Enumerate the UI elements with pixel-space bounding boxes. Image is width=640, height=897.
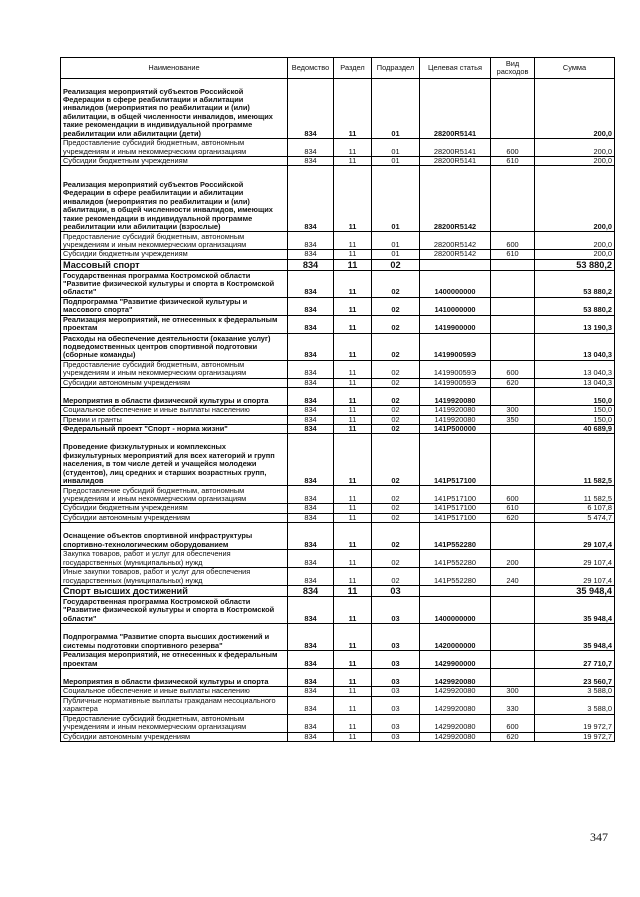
cell-summa: 150,0: [535, 388, 615, 406]
cell-summa: 29 107,4: [535, 523, 615, 550]
cell-summa: 13 040,3: [535, 333, 615, 360]
cell-name: Проведение физкультурных и комплексных физкультурных мероприятий для всех категорий и групп населения, в том числе детей и учащейся молодежи (студентов), лиц средних и старших возрастных групп, инвалидов: [61, 434, 288, 486]
cell-razdel: 11: [334, 360, 372, 378]
cell-summa: 200,0: [535, 157, 615, 166]
cell-podrazdel: 01: [372, 79, 420, 139]
cell-podrazdel: 03: [372, 732, 420, 741]
cell-vedomstvo: 834: [288, 586, 334, 597]
cell-razdel: 11: [334, 378, 372, 387]
cell-tselevaya-statya: 28200R5141: [420, 139, 491, 157]
cell-tselevaya-statya: 1429920080: [420, 696, 491, 714]
cell-podrazdel: 03: [372, 586, 420, 597]
cell-podrazdel: 03: [372, 624, 420, 651]
cell-razdel: 11: [334, 333, 372, 360]
cell-podrazdel: 01: [372, 250, 420, 259]
cell-vid-raskhodov: 600: [491, 232, 535, 250]
cell-vid-raskhodov: 610: [491, 157, 535, 166]
cell-tselevaya-statya: 141P517100: [420, 513, 491, 522]
cell-razdel: 11: [334, 586, 372, 597]
cell-podrazdel: 02: [372, 434, 420, 486]
cell-tselevaya-statya: 141990059Э: [420, 378, 491, 387]
cell-name: Реализация мероприятий, не отнесенных к федеральным проектам: [61, 315, 288, 333]
cell-vid-raskhodov: [491, 315, 535, 333]
cell-name: Предоставление субсидий бюджетным, автономным учреждениям и иным некоммерческим организациям: [61, 486, 288, 504]
cell-vid-raskhodov: 200: [491, 550, 535, 568]
cell-summa: 200,0: [535, 166, 615, 232]
cell-summa: 5 474,7: [535, 513, 615, 522]
cell-tselevaya-statya: 1429920080: [420, 732, 491, 741]
table-row: [61, 232, 615, 250]
cell-summa: 19 972,7: [535, 732, 615, 741]
cell-vedomstvo: 834: [288, 732, 334, 741]
cell-podrazdel: 03: [372, 696, 420, 714]
cell-podrazdel: 02: [372, 333, 420, 360]
cell-vid-raskhodov: [491, 297, 535, 315]
cell-name: Иные закупки товаров, работ и услуг для обеспечения государственных (муниципальных) нужд: [61, 568, 288, 586]
budget-table: [60, 57, 615, 742]
cell-vedomstvo: 834: [288, 166, 334, 232]
cell-podrazdel: 01: [372, 232, 420, 250]
cell-summa: 6 107,8: [535, 504, 615, 513]
cell-vid-raskhodov: 600: [491, 360, 535, 378]
cell-vedomstvo: 834: [288, 406, 334, 415]
cell-vedomstvo: 834: [288, 79, 334, 139]
cell-razdel: 11: [334, 270, 372, 297]
cell-vid-raskhodov: [491, 434, 535, 486]
table-row: [61, 669, 615, 687]
cell-vedomstvo: 834: [288, 434, 334, 486]
cell-name: Реализация мероприятий, не отнесенных к федеральным проектам: [61, 651, 288, 669]
cell-vid-raskhodov: [491, 333, 535, 360]
cell-vid-raskhodov: 610: [491, 504, 535, 513]
cell-summa: 19 972,7: [535, 714, 615, 732]
cell-vedomstvo: 834: [288, 333, 334, 360]
cell-summa: 13 040,3: [535, 360, 615, 378]
cell-tselevaya-statya: 141P552280: [420, 523, 491, 550]
cell-razdel: 11: [334, 166, 372, 232]
cell-tselevaya-statya: 1419900000: [420, 315, 491, 333]
cell-summa: 200,0: [535, 139, 615, 157]
cell-podrazdel: 02: [372, 513, 420, 522]
cell-razdel: 11: [334, 434, 372, 486]
cell-name: Субсидии автономным учреждениям: [61, 513, 288, 522]
cell-summa: 53 880,2: [535, 297, 615, 315]
cell-name: Субсидии бюджетным учреждениям: [61, 250, 288, 259]
cell-razdel: 11: [334, 315, 372, 333]
cell-summa: 35 948,4: [535, 624, 615, 651]
cell-summa: 29 107,4: [535, 550, 615, 568]
cell-razdel: 11: [334, 651, 372, 669]
cell-podrazdel: 02: [372, 378, 420, 387]
cell-podrazdel: 02: [372, 523, 420, 550]
table-row: [61, 523, 615, 550]
cell-summa: 3 588,0: [535, 687, 615, 696]
cell-tselevaya-statya: 141P517100: [420, 434, 491, 486]
cell-vid-raskhodov: [491, 79, 535, 139]
cell-razdel: 11: [334, 669, 372, 687]
cell-vid-raskhodov: 300: [491, 406, 535, 415]
cell-name: Предоставление субсидий бюджетным, автономным учреждениям и иным некоммерческим организациям: [61, 139, 288, 157]
cell-name: Мероприятия в области физической культуры и спорта: [61, 388, 288, 406]
cell-podrazdel: 03: [372, 669, 420, 687]
table-row: [61, 406, 615, 415]
cell-vedomstvo: 834: [288, 378, 334, 387]
cell-name: Расходы на обеспечение деятельности (оказание услуг) подведомственных центров спортивной подготовки (сборные команды): [61, 333, 288, 360]
cell-summa: 35 948,4: [535, 586, 615, 597]
cell-podrazdel: 02: [372, 297, 420, 315]
cell-tselevaya-statya: [420, 586, 491, 597]
cell-name: Предоставление субсидий бюджетным, автономным учреждениям и иным некоммерческим организациям: [61, 360, 288, 378]
cell-vedomstvo: 834: [288, 504, 334, 513]
cell-summa: 13 040,3: [535, 378, 615, 387]
cell-podrazdel: 01: [372, 157, 420, 166]
cell-name: Социальное обеспечение и иные выплаты населению: [61, 406, 288, 415]
cell-vid-raskhodov: [491, 586, 535, 597]
table-body: [61, 79, 615, 742]
header-name: Наименование: [61, 58, 288, 79]
cell-podrazdel: 02: [372, 270, 420, 297]
table-row: [61, 486, 615, 504]
table-row: [61, 415, 615, 424]
table-row: [61, 166, 615, 232]
cell-vedomstvo: 834: [288, 157, 334, 166]
cell-vedomstvo: 834: [288, 360, 334, 378]
cell-podrazdel: 02: [372, 415, 420, 424]
table-row: [61, 425, 615, 434]
cell-vid-raskhodov: 610: [491, 250, 535, 259]
cell-vid-raskhodov: [491, 651, 535, 669]
cell-name: Государственная программа Костромской области "Развитие физической культуры и спорта в Костромской области": [61, 270, 288, 297]
cell-name: Спорт высших достижений: [61, 586, 288, 597]
cell-vid-raskhodov: 330: [491, 696, 535, 714]
cell-summa: 3 588,0: [535, 696, 615, 714]
cell-summa: 27 710,7: [535, 651, 615, 669]
cell-tselevaya-statya: 1419920080: [420, 406, 491, 415]
cell-vid-raskhodov: [491, 523, 535, 550]
cell-podrazdel: 02: [372, 504, 420, 513]
cell-vid-raskhodov: 300: [491, 687, 535, 696]
cell-razdel: 11: [334, 425, 372, 434]
table-row: [61, 696, 615, 714]
cell-vedomstvo: 834: [288, 523, 334, 550]
cell-name: Субсидии автономным учреждениям: [61, 732, 288, 741]
cell-tselevaya-statya: 141P552280: [420, 550, 491, 568]
cell-name: Социальное обеспечение и иные выплаты населению: [61, 687, 288, 696]
cell-tselevaya-statya: 141P517100: [420, 504, 491, 513]
cell-vid-raskhodov: 240: [491, 568, 535, 586]
cell-summa: 13 190,3: [535, 315, 615, 333]
cell-summa: 53 880,2: [535, 259, 615, 270]
cell-podrazdel: 02: [372, 388, 420, 406]
cell-vedomstvo: 834: [288, 714, 334, 732]
cell-vedomstvo: 834: [288, 250, 334, 259]
cell-name: Субсидии бюджетным учреждениям: [61, 504, 288, 513]
cell-name: Реализация мероприятий субъектов Российской Федерации в сфере реабилитации и абилитации инвалидов (мероприятия по реабилитации и (или) абилитации, в общей численности инвалидов, имеющих такие рекомендации в индивидуальной программе реабилитации или абилитации (дети): [61, 79, 288, 139]
cell-vedomstvo: 834: [288, 297, 334, 315]
cell-tselevaya-statya: 141990059Э: [420, 333, 491, 360]
cell-razdel: 11: [334, 624, 372, 651]
cell-razdel: 11: [334, 250, 372, 259]
cell-vid-raskhodov: [491, 166, 535, 232]
cell-vedomstvo: 834: [288, 687, 334, 696]
cell-tselevaya-statya: 1410000000: [420, 297, 491, 315]
cell-tselevaya-statya: 1419920080: [420, 388, 491, 406]
table-row: [61, 550, 615, 568]
cell-name: Публичные нормативные выплаты гражданам несоциального характера: [61, 696, 288, 714]
cell-tselevaya-statya: 1420000000: [420, 624, 491, 651]
cell-vedomstvo: 834: [288, 486, 334, 504]
page-number: 347: [590, 830, 608, 844]
cell-vid-raskhodov: [491, 597, 535, 624]
cell-podrazdel: 03: [372, 714, 420, 732]
cell-podrazdel: 02: [372, 259, 420, 270]
cell-podrazdel: 03: [372, 687, 420, 696]
table-row: [61, 388, 615, 406]
cell-tselevaya-statya: 141P552280: [420, 568, 491, 586]
cell-tselevaya-statya: 1429920080: [420, 687, 491, 696]
cell-vid-raskhodov: [491, 624, 535, 651]
cell-summa: 23 560,7: [535, 669, 615, 687]
table-row: [61, 568, 615, 586]
cell-name: Предоставление субсидий бюджетным, автономным учреждениям и иным некоммерческим организациям: [61, 232, 288, 250]
cell-podrazdel: 03: [372, 597, 420, 624]
cell-name: Федеральный проект "Спорт - норма жизни": [61, 425, 288, 434]
cell-tselevaya-statya: 1429920080: [420, 669, 491, 687]
cell-vedomstvo: 834: [288, 568, 334, 586]
cell-summa: 150,0: [535, 415, 615, 424]
cell-name: Оснащение объектов спортивной инфраструктуры спортивно-технологическим оборудованием: [61, 523, 288, 550]
cell-tselevaya-statya: 1429920080: [420, 714, 491, 732]
cell-name: Мероприятия в области физической культуры и спорта: [61, 669, 288, 687]
cell-vid-raskhodov: 620: [491, 378, 535, 387]
cell-name: Премии и гранты: [61, 415, 288, 424]
cell-tselevaya-statya: 28200R5141: [420, 79, 491, 139]
cell-podrazdel: 02: [372, 406, 420, 415]
cell-razdel: 11: [334, 297, 372, 315]
table-header-row: [61, 58, 615, 79]
cell-vid-raskhodov: 600: [491, 486, 535, 504]
cell-summa: 35 948,4: [535, 597, 615, 624]
cell-name: Массовый спорт: [61, 259, 288, 270]
table-row: [61, 513, 615, 522]
table-row: [61, 157, 615, 166]
cell-vid-raskhodov: 350: [491, 415, 535, 424]
table-row: [61, 586, 615, 597]
header-vedomstvo: Ведомство: [288, 58, 334, 79]
cell-vedomstvo: 834: [288, 550, 334, 568]
cell-razdel: 11: [334, 79, 372, 139]
header-vid-raskhodov: Вид расходов: [491, 58, 535, 79]
cell-vid-raskhodov: [491, 669, 535, 687]
cell-vid-raskhodov: [491, 259, 535, 270]
cell-tselevaya-statya: 141P517100: [420, 486, 491, 504]
cell-summa: 29 107,4: [535, 568, 615, 586]
cell-name: Государственная программа Костромской области "Развитие физической культуры и спорта в Костромской области": [61, 597, 288, 624]
header-summa: Сумма: [535, 58, 615, 79]
cell-podrazdel: 02: [372, 550, 420, 568]
cell-vid-raskhodov: 600: [491, 714, 535, 732]
cell-tselevaya-statya: 1400000000: [420, 270, 491, 297]
cell-tselevaya-statya: [420, 259, 491, 270]
cell-tselevaya-statya: 1429900000: [420, 651, 491, 669]
cell-razdel: 11: [334, 696, 372, 714]
cell-razdel: 11: [334, 139, 372, 157]
cell-name: Подпрограмма "Развитие физической культуры и массового спорта": [61, 297, 288, 315]
cell-vedomstvo: 834: [288, 669, 334, 687]
cell-summa: 53 880,2: [535, 270, 615, 297]
cell-razdel: 11: [334, 714, 372, 732]
cell-summa: 40 689,9: [535, 425, 615, 434]
table-row: [61, 504, 615, 513]
cell-podrazdel: 01: [372, 139, 420, 157]
cell-name: Субсидии бюджетным учреждениям: [61, 157, 288, 166]
cell-vedomstvo: 834: [288, 270, 334, 297]
cell-vedomstvo: 834: [288, 139, 334, 157]
table-row: [61, 250, 615, 259]
table-row: [61, 79, 615, 139]
cell-summa: 11 582,5: [535, 486, 615, 504]
table-row: [61, 297, 615, 315]
table-row: [61, 333, 615, 360]
table-row: [61, 378, 615, 387]
cell-podrazdel: 02: [372, 360, 420, 378]
table-row: [61, 651, 615, 669]
cell-razdel: 11: [334, 388, 372, 406]
table-row: [61, 139, 615, 157]
cell-name: Подпрограмма "Развитие спорта высших достижений и системы подготовки спортивного резерва": [61, 624, 288, 651]
cell-vedomstvo: 834: [288, 415, 334, 424]
cell-vedomstvo: 834: [288, 388, 334, 406]
cell-vid-raskhodov: [491, 425, 535, 434]
cell-podrazdel: 02: [372, 315, 420, 333]
cell-vid-raskhodov: [491, 388, 535, 406]
cell-vid-raskhodov: [491, 270, 535, 297]
table-row: [61, 360, 615, 378]
cell-razdel: 11: [334, 486, 372, 504]
cell-vedomstvo: 834: [288, 696, 334, 714]
table-row: [61, 270, 615, 297]
table-row: [61, 732, 615, 741]
cell-razdel: 11: [334, 550, 372, 568]
cell-vid-raskhodov: 620: [491, 513, 535, 522]
cell-summa: 200,0: [535, 250, 615, 259]
cell-vid-raskhodov: 600: [491, 139, 535, 157]
cell-name: Закупка товаров, работ и услуг для обеспечения государственных (муниципальных) нужд: [61, 550, 288, 568]
table-row: [61, 714, 615, 732]
cell-vedomstvo: 834: [288, 232, 334, 250]
cell-razdel: 11: [334, 157, 372, 166]
cell-razdel: 11: [334, 568, 372, 586]
cell-razdel: 11: [334, 504, 372, 513]
table-row: [61, 434, 615, 486]
cell-tselevaya-statya: 1419920080: [420, 415, 491, 424]
cell-razdel: 11: [334, 523, 372, 550]
cell-razdel: 11: [334, 406, 372, 415]
cell-vedomstvo: 834: [288, 259, 334, 270]
cell-vedomstvo: 834: [288, 651, 334, 669]
cell-summa: 11 582,5: [535, 434, 615, 486]
cell-vedomstvo: 834: [288, 315, 334, 333]
cell-name: Субсидии автономным учреждениям: [61, 378, 288, 387]
header-tselevaya-statya: Целевая статья: [420, 58, 491, 79]
cell-summa: 150,0: [535, 406, 615, 415]
cell-razdel: 11: [334, 687, 372, 696]
table-row: [61, 624, 615, 651]
cell-razdel: 11: [334, 415, 372, 424]
budget-table-sheet: [60, 57, 614, 742]
table-row: [61, 687, 615, 696]
cell-razdel: 11: [334, 732, 372, 741]
cell-razdel: 11: [334, 232, 372, 250]
table-row: [61, 315, 615, 333]
cell-podrazdel: 01: [372, 166, 420, 232]
table-row: [61, 259, 615, 270]
cell-razdel: 11: [334, 259, 372, 270]
cell-tselevaya-statya: 28200R5142: [420, 232, 491, 250]
cell-podrazdel: 02: [372, 425, 420, 434]
cell-tselevaya-statya: 28200R5142: [420, 166, 491, 232]
header-razdel: Раздел: [334, 58, 372, 79]
cell-name: Предоставление субсидий бюджетным, автономным учреждениям и иным некоммерческим организациям: [61, 714, 288, 732]
cell-summa: 200,0: [535, 232, 615, 250]
cell-tselevaya-statya: 28200R5141: [420, 157, 491, 166]
cell-podrazdel: 03: [372, 651, 420, 669]
cell-razdel: 11: [334, 597, 372, 624]
table-row: [61, 597, 615, 624]
cell-razdel: 11: [334, 513, 372, 522]
cell-tselevaya-statya: 141990059Э: [420, 360, 491, 378]
cell-vedomstvo: 834: [288, 624, 334, 651]
cell-tselevaya-statya: 28200R5142: [420, 250, 491, 259]
cell-vedomstvo: 834: [288, 513, 334, 522]
cell-vid-raskhodov: 620: [491, 732, 535, 741]
cell-vedomstvo: 834: [288, 425, 334, 434]
cell-tselevaya-statya: 1400000000: [420, 597, 491, 624]
cell-vedomstvo: 834: [288, 597, 334, 624]
cell-podrazdel: 02: [372, 486, 420, 504]
header-podrazdel: Подраздел: [372, 58, 420, 79]
cell-name: Реализация мероприятий субъектов Российской Федерации в сфере реабилитации и абилитации инвалидов (мероприятия по реабилитации и (или) абилитации, в общей численности инвалидов, имеющих такие рекомендации в индивидуальной программе реабилитации или абилитации (взрослые): [61, 166, 288, 232]
cell-tselevaya-statya: 141P500000: [420, 425, 491, 434]
cell-summa: 200,0: [535, 79, 615, 139]
cell-podrazdel: 02: [372, 568, 420, 586]
